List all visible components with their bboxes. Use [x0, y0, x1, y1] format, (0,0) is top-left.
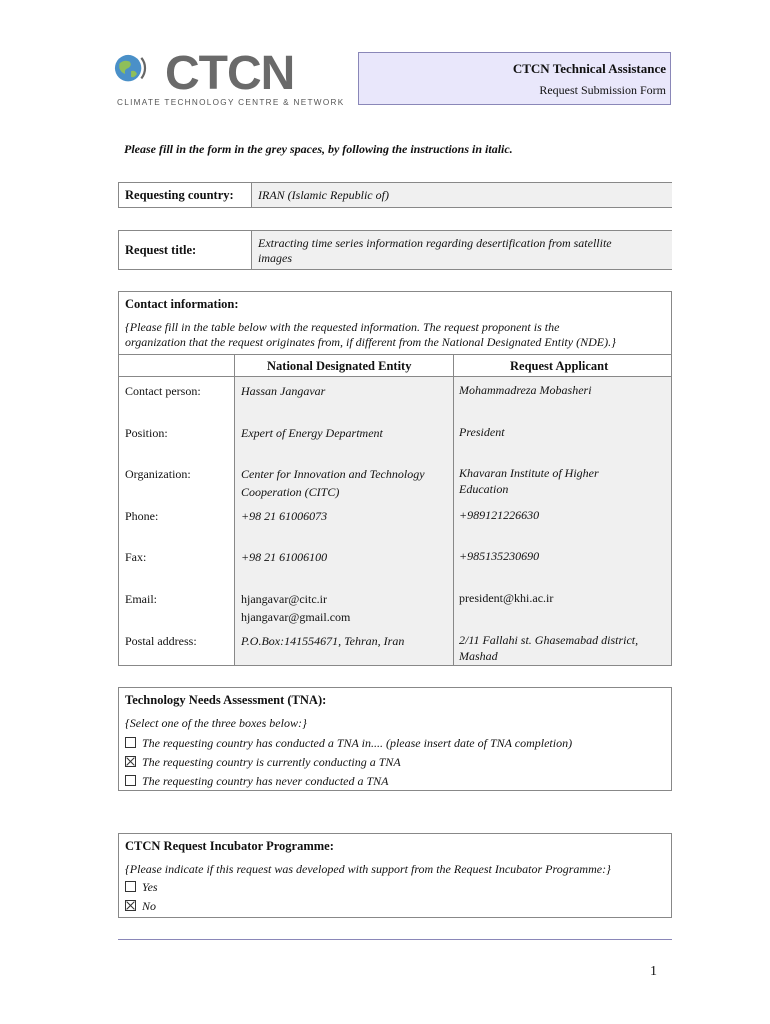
nde-field-line: +98 21 61006100 — [241, 550, 328, 564]
incubator-option-label: No — [142, 899, 157, 913]
applicant-field[interactable] — [459, 382, 669, 398]
tna-option-label: The requesting country is currently conducting a TNA — [142, 755, 401, 769]
contact-row-label: Contact person: — [125, 384, 201, 398]
applicant-field-line: +989121226630 — [459, 508, 540, 522]
applicant-field-line: +985135230690 — [459, 549, 540, 563]
incubator-option[interactable] — [125, 880, 158, 895]
contact-row-label: Fax: — [125, 550, 147, 564]
tna-section — [118, 687, 672, 791]
contact-row-label: Position: — [125, 426, 168, 440]
nde-field[interactable] — [241, 465, 451, 501]
tna-option[interactable] — [125, 736, 572, 751]
requesting-country-field[interactable] — [251, 183, 672, 207]
contact-row-label: Phone: — [125, 509, 159, 523]
applicant-field[interactable] — [459, 424, 669, 440]
tna-option-label: The requesting country has never conducted a TNA — [142, 774, 389, 788]
request-title-field[interactable] — [251, 231, 672, 269]
nde-field[interactable] — [241, 424, 451, 442]
contact-row-label: Email: — [125, 592, 157, 606]
applicant-field[interactable] — [459, 507, 669, 523]
applicant-field[interactable] — [459, 590, 669, 606]
incubator-section — [118, 833, 672, 918]
checkbox-icon[interactable] — [125, 737, 136, 748]
tna-option[interactable] — [125, 755, 401, 770]
contact-heading: Contact information: — [125, 297, 239, 311]
applicant-field-line: Education — [459, 482, 509, 496]
ctcn-globe-logo-icon — [112, 52, 156, 96]
request-title-value-line1: Extracting time series information regarding desertification from satellite — [258, 236, 612, 250]
applicant-field-line: 2/11 Fallahi st. Ghasemabad district, — [459, 633, 639, 647]
incubator-note: {Please indicate if this request was developed with support from the Request Incubator Programme:} — [125, 862, 611, 876]
contact-row-label: Postal address: — [125, 634, 197, 648]
nde-field-line: P.O.Box:141554671, Tehran, Iran — [241, 634, 405, 648]
applicant-field[interactable] — [459, 632, 669, 664]
form-title: CTCN Technical Assistance — [512, 61, 666, 76]
tna-option-label: The requesting country has conducted a TNA in.... (please insert date of TNA completion) — [142, 736, 573, 750]
applicant-field-line: president@khi.ac.ir — [459, 591, 554, 605]
column-header-nde: National Designated Entity — [267, 359, 412, 373]
column-header-applicant: Request Applicant — [510, 359, 609, 373]
contact-note-line2: organization that the request originates from, if different from the National Designated Entity (NDE).} — [125, 335, 616, 349]
tna-note: {Select one of the three boxes below:} — [125, 716, 307, 730]
logo-subtitle: CLIMATE TECHNOLOGY CENTRE & NETWORK — [117, 98, 345, 107]
request-title-row — [118, 230, 672, 270]
requesting-country-row — [118, 182, 672, 208]
checked-checkbox-icon[interactable] — [125, 900, 136, 911]
incubator-option-label: Yes — [142, 880, 158, 894]
nde-field[interactable] — [241, 382, 451, 400]
tna-heading: Technology Needs Assessment (TNA): — [125, 693, 327, 707]
applicant-field[interactable] — [459, 465, 669, 497]
applicant-field[interactable] — [459, 548, 669, 564]
form-title-box — [358, 52, 671, 105]
form-subtitle: Request Submission Form — [539, 83, 666, 97]
contact-row-label: Organization: — [125, 467, 191, 481]
nde-field[interactable] — [241, 548, 451, 566]
nde-field-line: hjangavar@citc.ir — [241, 592, 328, 606]
instructions: Please fill in the form in the grey spaces, by following the instructions in italic. — [124, 142, 513, 156]
request-title-value-line2: images — [258, 251, 292, 265]
applicant-field-line: Mohammadreza Mobasheri — [459, 383, 592, 397]
nde-field-line: Center for Innovation and Technology — [241, 467, 425, 481]
applicant-field-line: President — [459, 425, 505, 439]
page-number: 1 — [650, 964, 657, 979]
logo-wordmark: CTCN — [165, 47, 295, 100]
nde-field[interactable] — [241, 632, 451, 650]
nde-field-line: Expert of Energy Department — [241, 426, 383, 440]
checked-checkbox-icon[interactable] — [125, 756, 136, 767]
incubator-heading: CTCN Request Incubator Programme: — [125, 839, 334, 853]
nde-field-line: Hassan Jangavar — [241, 384, 326, 398]
requesting-country-label: Requesting country: — [125, 188, 234, 202]
contact-note-line1: {Please fill in the table below with the requested information. The request proponent is the — [125, 320, 560, 334]
nde-field-line: hjangavar@gmail.com — [241, 610, 351, 624]
applicant-field-line: Mashad — [459, 649, 498, 663]
nde-field-line: Cooperation (CITC) — [241, 485, 340, 499]
requesting-country-value: IRAN (Islamic Republic of) — [258, 188, 389, 202]
request-title-label: Request title: — [125, 243, 197, 257]
tna-option[interactable] — [125, 774, 389, 789]
nde-field[interactable] — [241, 507, 451, 525]
footer-divider — [118, 939, 672, 940]
nde-field-line: +98 21 61006073 — [241, 509, 328, 523]
nde-field[interactable] — [241, 590, 451, 626]
checkbox-icon[interactable] — [125, 881, 136, 892]
checkbox-icon[interactable] — [125, 775, 136, 786]
applicant-field-line: Khavaran Institute of Higher — [459, 466, 599, 480]
incubator-option[interactable] — [125, 899, 156, 914]
contact-info-table — [118, 291, 672, 666]
